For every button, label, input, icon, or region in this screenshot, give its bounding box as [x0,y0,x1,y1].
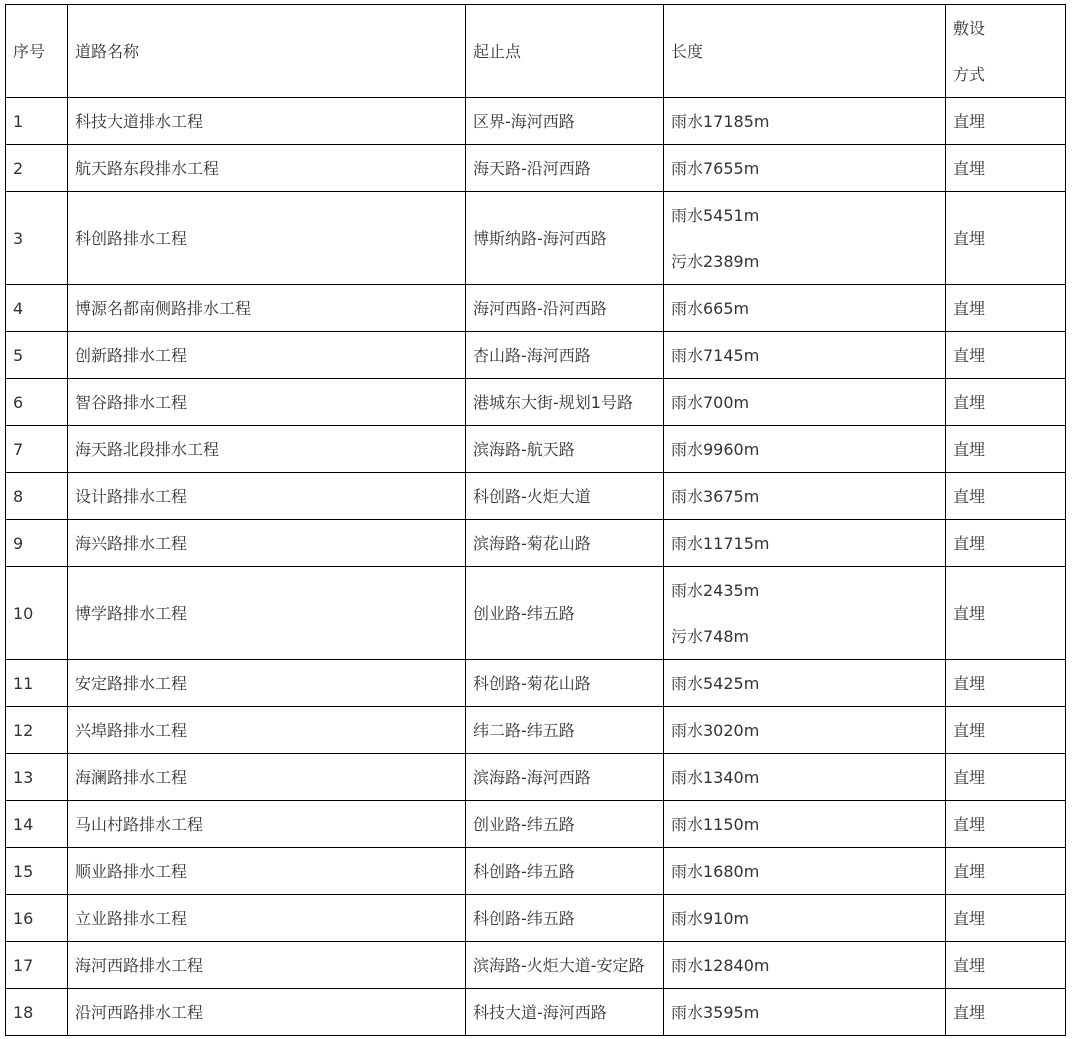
length-value: 雨水5451m [671,205,760,225]
length-value: 污水748m [671,626,750,646]
length-value: 雨水11715m [671,533,770,553]
cell-index: 2 [6,145,68,192]
table-row [6,754,1066,801]
cell-start-end: 滨海路-航天路 [466,426,664,473]
cell-length [664,660,946,707]
cell-road-name: 创新路排水工程 [68,332,466,379]
cell-start-end: 滨海路-海河西路 [466,754,664,801]
table-row [6,520,1066,567]
cell-length [664,192,946,285]
cell-road-name: 顺业路排水工程 [68,848,466,895]
cell-road-name: 博源名都南侧路排水工程 [68,285,466,332]
cell-index: 11 [6,660,68,707]
length-value: 雨水17185m [671,111,770,131]
cell-length [664,520,946,567]
cell-laying-method: 直埋 [946,895,1066,942]
cell-start-end: 港城东大街-规划1号路 [466,379,664,426]
cell-index: 15 [6,848,68,895]
table-row [6,379,1066,426]
cell-laying-method: 直埋 [946,145,1066,192]
cell-start-end: 纬二路-纬五路 [466,707,664,754]
cell-road-name: 沿河西路排水工程 [68,989,466,1036]
cell-laying-method: 直埋 [946,192,1066,285]
table-row [6,848,1066,895]
cell-length [664,473,946,520]
cell-length [664,848,946,895]
cell-start-end: 博斯纳路-海河西路 [466,192,664,285]
table-row [6,426,1066,473]
cell-start-end: 创业路-纬五路 [466,801,664,848]
cell-start-end: 科创路-火炬大道 [466,473,664,520]
cell-index: 3 [6,192,68,285]
cell-laying-method: 直埋 [946,332,1066,379]
cell-laying-method: 直埋 [946,98,1066,145]
table-row [6,192,1066,285]
cell-laying-method: 直埋 [946,520,1066,567]
length-value: 雨水2435m [671,580,760,600]
cell-road-name: 安定路排水工程 [68,660,466,707]
cell-index: 10 [6,567,68,660]
cell-length [664,332,946,379]
length-value: 雨水665m [671,298,750,318]
cell-length [664,895,946,942]
table-row [6,332,1066,379]
header-road-name: 道路名称 [68,5,466,98]
length-value: 雨水1150m [671,814,760,834]
cell-road-name: 设计路排水工程 [68,473,466,520]
cell-length [664,379,946,426]
cell-length [664,98,946,145]
table-row [6,473,1066,520]
cell-index: 16 [6,895,68,942]
cell-length [664,942,946,989]
cell-start-end: 滨海路-火炬大道-安定路 [466,942,664,989]
cell-length [664,567,946,660]
cell-laying-method: 直埋 [946,567,1066,660]
cell-laying-method: 直埋 [946,473,1066,520]
table-body [6,5,1066,1036]
length-value: 污水2389m [671,251,760,271]
length-value: 雨水1680m [671,861,760,881]
header-laying-method [946,5,1066,98]
cell-road-name: 博学路排水工程 [68,567,466,660]
cell-length [664,754,946,801]
cell-index: 18 [6,989,68,1036]
length-value: 雨水910m [671,908,750,928]
cell-road-name: 兴埠路排水工程 [68,707,466,754]
table-row [6,942,1066,989]
header-laying-method-line1: 敷设 [953,18,986,38]
table-row [6,660,1066,707]
cell-road-name: 科创路排水工程 [68,192,466,285]
table-header-row [6,5,1066,98]
drainage-projects-table [5,4,1066,1036]
cell-index: 13 [6,754,68,801]
table-row [6,145,1066,192]
length-value: 雨水5425m [671,673,760,693]
cell-road-name: 海天路北段排水工程 [68,426,466,473]
cell-road-name: 海兴路排水工程 [68,520,466,567]
length-value: 雨水700m [671,392,750,412]
cell-laying-method: 直埋 [946,989,1066,1036]
cell-length [664,801,946,848]
table-row [6,801,1066,848]
length-value: 雨水3675m [671,486,760,506]
header-start-end: 起止点 [466,5,664,98]
cell-start-end: 科创路-菊花山路 [466,660,664,707]
cell-length [664,707,946,754]
header-length: 长度 [664,5,946,98]
length-value: 雨水7145m [671,345,760,365]
cell-road-name: 海河西路排水工程 [68,942,466,989]
table-row [6,707,1066,754]
cell-length [664,145,946,192]
cell-start-end: 海河西路-沿河西路 [466,285,664,332]
table-row [6,567,1066,660]
cell-index: 7 [6,426,68,473]
cell-index: 17 [6,942,68,989]
cell-index: 9 [6,520,68,567]
cell-index: 12 [6,707,68,754]
cell-length [664,989,946,1036]
cell-start-end: 杏山路-海河西路 [466,332,664,379]
cell-laying-method: 直埋 [946,754,1066,801]
cell-road-name: 马山村路排水工程 [68,801,466,848]
cell-start-end: 区界-海河西路 [466,98,664,145]
cell-index: 5 [6,332,68,379]
cell-start-end: 创业路-纬五路 [466,567,664,660]
table-row [6,989,1066,1036]
cell-road-name: 海澜路排水工程 [68,754,466,801]
length-value: 雨水9960m [671,439,760,459]
cell-index: 6 [6,379,68,426]
cell-laying-method: 直埋 [946,426,1066,473]
length-value: 雨水1340m [671,767,760,787]
cell-road-name: 立业路排水工程 [68,895,466,942]
cell-start-end: 海天路-沿河西路 [466,145,664,192]
table-row [6,285,1066,332]
cell-laying-method: 直埋 [946,660,1066,707]
table-row [6,895,1066,942]
table-row [6,98,1066,145]
header-laying-method-line2: 方式 [953,64,986,84]
length-value: 雨水7655m [671,158,760,178]
cell-road-name: 科技大道排水工程 [68,98,466,145]
cell-road-name: 航天路东段排水工程 [68,145,466,192]
header-index: 序号 [6,5,68,98]
cell-laying-method: 直埋 [946,942,1066,989]
cell-start-end: 滨海路-菊花山路 [466,520,664,567]
cell-length [664,426,946,473]
cell-start-end: 科创路-纬五路 [466,848,664,895]
cell-road-name: 智谷路排水工程 [68,379,466,426]
cell-laying-method: 直埋 [946,848,1066,895]
length-value: 雨水3020m [671,720,760,740]
cell-index: 1 [6,98,68,145]
cell-index: 8 [6,473,68,520]
cell-start-end: 科创路-纬五路 [466,895,664,942]
cell-laying-method: 直埋 [946,801,1066,848]
cell-laying-method: 直埋 [946,285,1066,332]
length-value: 雨水3595m [671,1002,760,1022]
cell-laying-method: 直埋 [946,707,1066,754]
cell-index: 4 [6,285,68,332]
cell-length [664,285,946,332]
cell-index: 14 [6,801,68,848]
cell-start-end: 科技大道-海河西路 [466,989,664,1036]
cell-laying-method: 直埋 [946,379,1066,426]
length-value: 雨水12840m [671,955,770,975]
